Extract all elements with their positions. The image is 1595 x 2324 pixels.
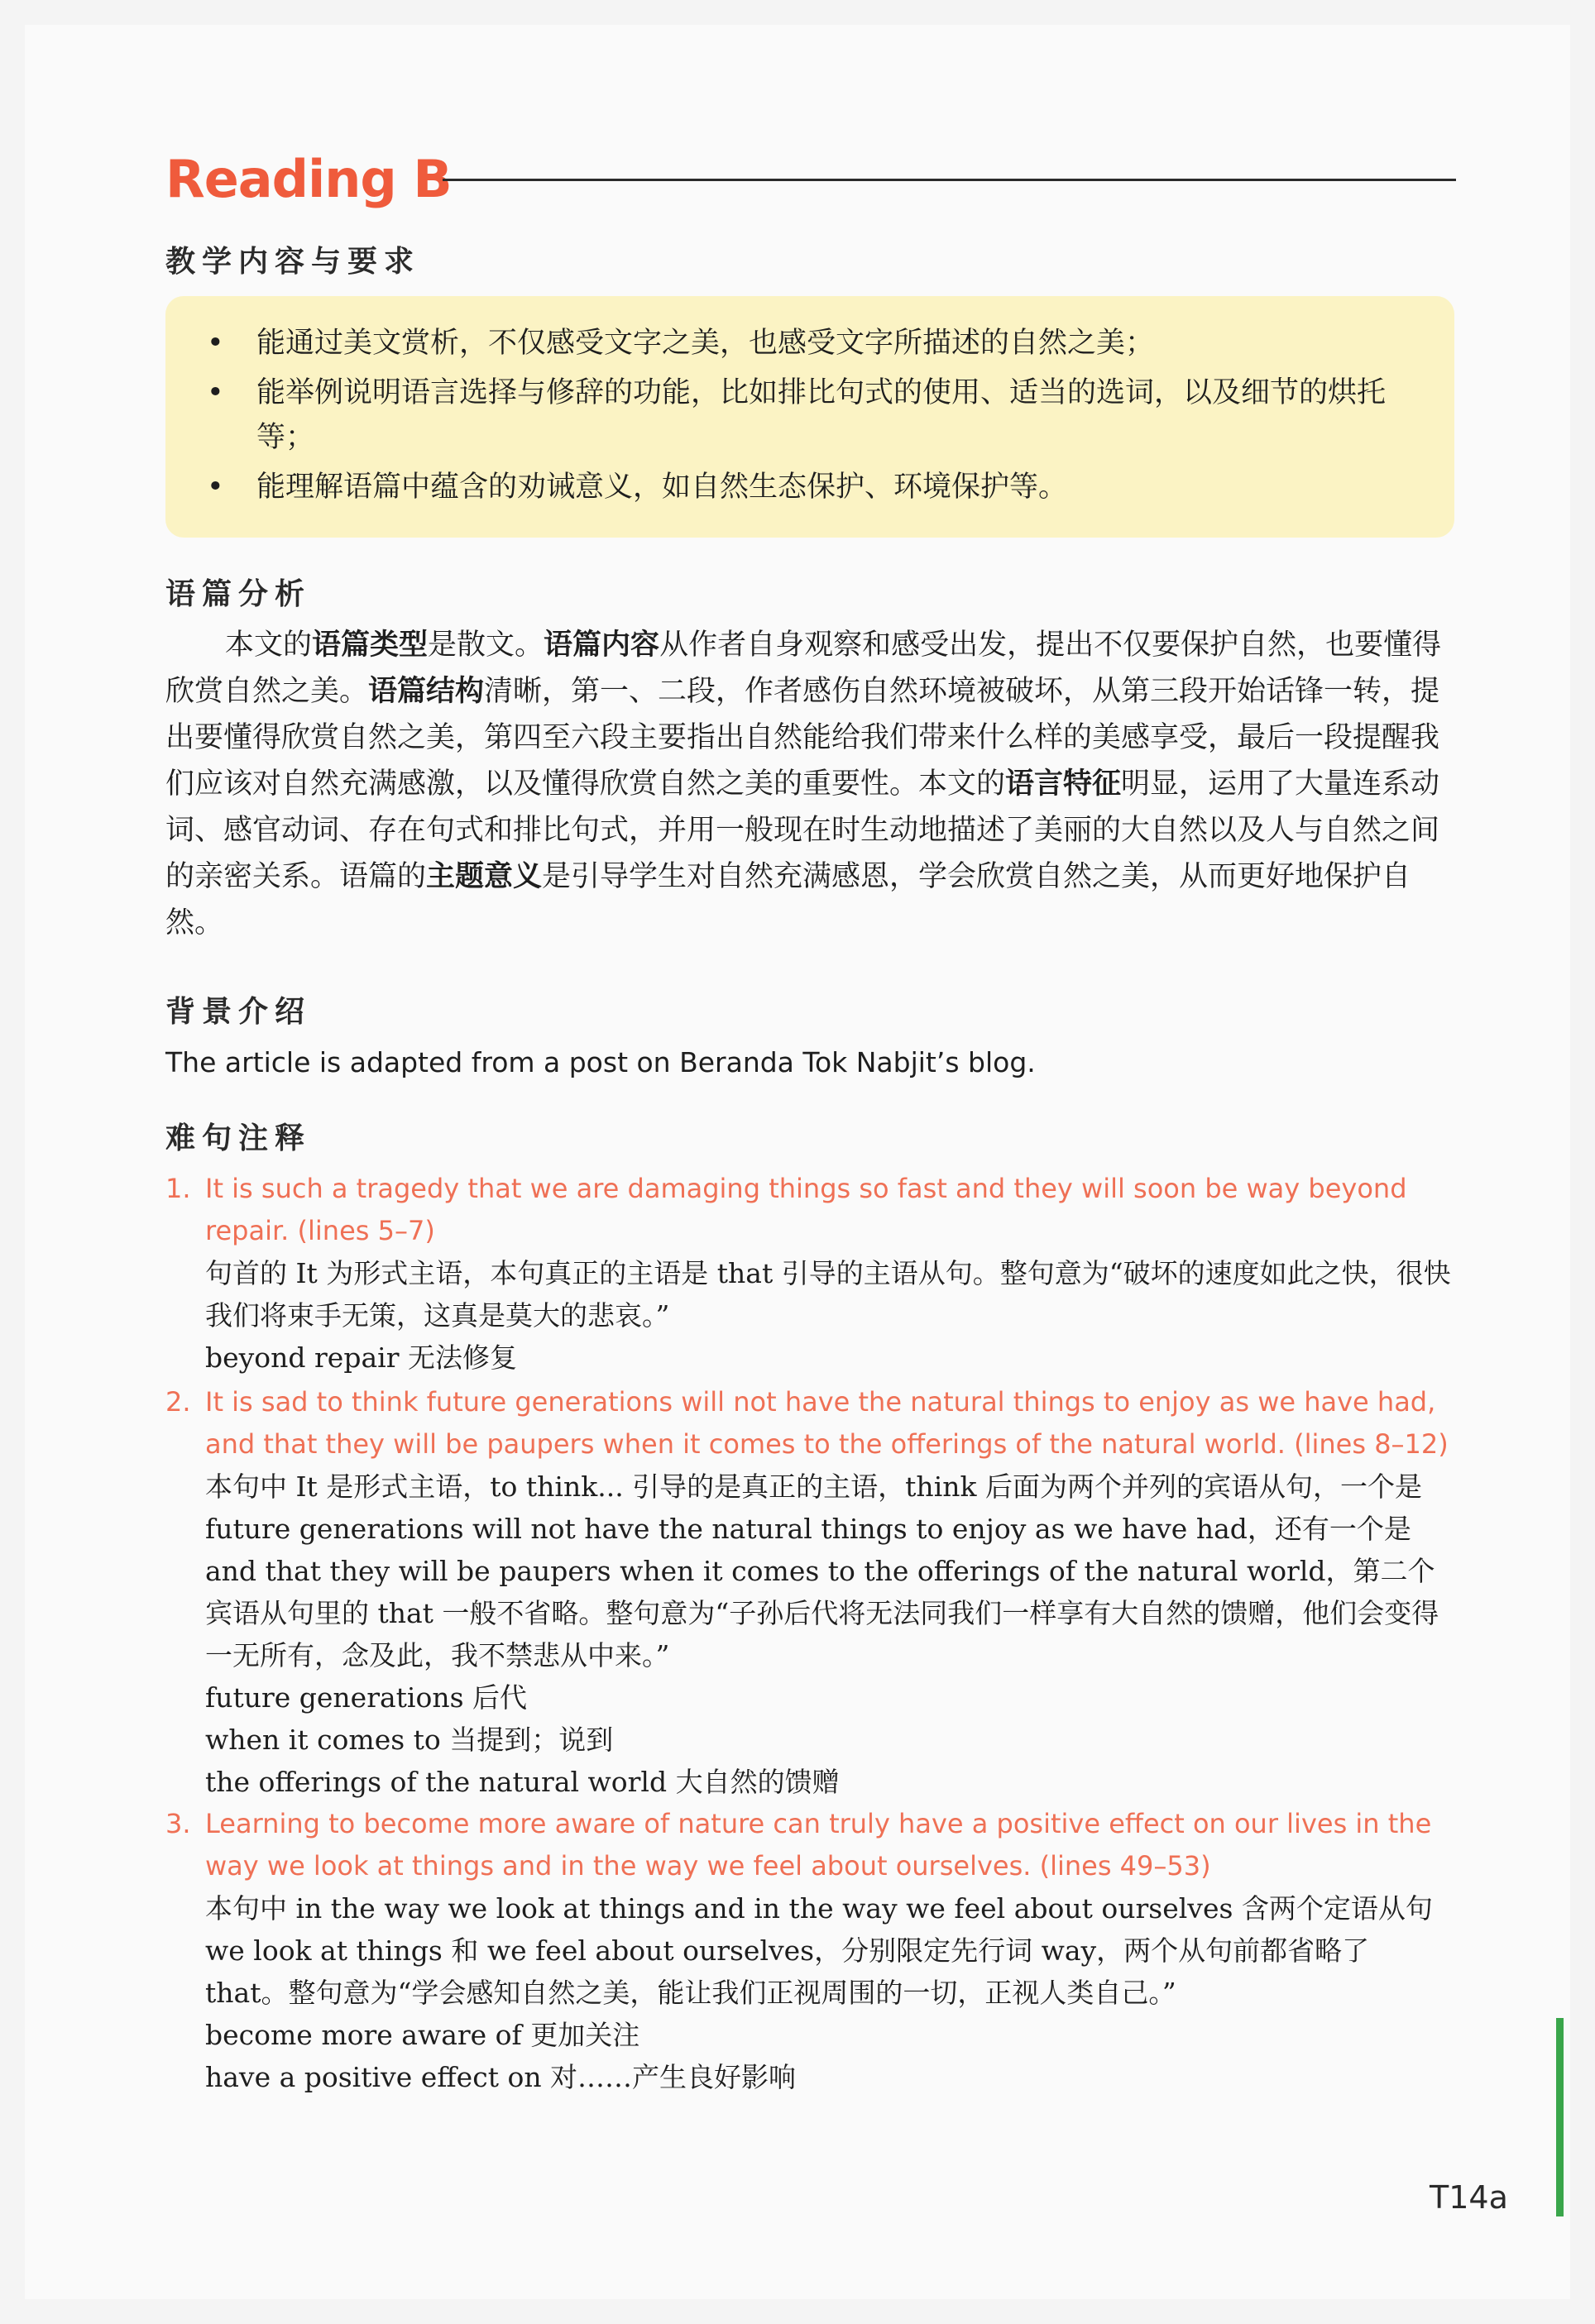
goal-text: 能举例说明语言选择与修辞的功能，比如排比句式的使用、适当的选词，以及细节的烘托等； bbox=[256, 376, 1387, 454]
page-number: T14a bbox=[1430, 2179, 1508, 2216]
goal-text: 能理解语篇中蕴含的劝诫意义，如自然生态保护、环境保护等。 bbox=[256, 471, 1068, 504]
note-item bbox=[165, 1168, 1456, 1379]
bullet-icon: • bbox=[207, 327, 224, 360]
list-item bbox=[190, 321, 1431, 366]
keyword-language: 语言特征 bbox=[1005, 767, 1122, 801]
list-item bbox=[190, 371, 1431, 460]
note-explanation: 本句中 It 是形式主语，to think... 引导的是真正的主语，think 后面为两个并列的宾语从句，一个是 future generations will not have the natural things to enjoy as we have had，还有一个是 and that they will be paupers when it comes to the offerings of the natural world，第二个宾语从句里的 that 一般不省略。整句意为“子孙后代将无法同我们一样享有大自然的馈赠，他们会变得一无所有，念及此，我不禁悲从中来。” bbox=[205, 1470, 1439, 1671]
note-term: the offerings of the natural world 大自然的馈赠 bbox=[205, 1766, 840, 1798]
note-term: future generations 后代 bbox=[205, 1681, 528, 1714]
analysis-text: 从作者自身观察和感受出发，提出不仅要保护自然，也要懂得欣赏自然之美。 bbox=[165, 629, 1442, 708]
teaching-goals-heading: 教学内容与要求 bbox=[165, 245, 421, 279]
note-sentence: It is sad to think future generations will not have the natural things to enjoy as we have had, and that they will be paupers when it comes to the offerings of the natural world. (lines 8–12) bbox=[205, 1386, 1449, 1460]
note-term: when it comes to 当提到；说到 bbox=[205, 1724, 614, 1756]
note-term: become more aware of 更加关注 bbox=[205, 2019, 640, 2051]
text-analysis-heading: 语篇分析 bbox=[165, 577, 312, 611]
note-number: 3. bbox=[165, 1808, 191, 1839]
list-item bbox=[190, 465, 1431, 509]
note-term: have a positive effect on 对……产生良好影响 bbox=[205, 2061, 797, 2093]
note-number: 1. bbox=[165, 1173, 191, 1204]
keyword-genre: 语篇类型 bbox=[312, 628, 429, 662]
analysis-text: 本文的 bbox=[225, 629, 313, 662]
page-edge-marker bbox=[1556, 2018, 1564, 2216]
difficult-sentences-heading: 难句注释 bbox=[165, 1121, 312, 1155]
note-explanation: 句首的 It 为形式主语，本句真正的主语是 that 引导的主语从句。整句意为“破坏的速度如此之快，很快我们将束手无策，这真是莫大的悲哀。” bbox=[205, 1257, 1451, 1332]
page-title: Reading B bbox=[165, 149, 452, 209]
analysis-text: 明显，运用了大量连系动词、感官动词、存在句式和排比句式，并用一般现在时生动地描述了美丽的大自然以及人与自然之间的亲密关系。语篇的 bbox=[165, 767, 1440, 893]
keyword-content: 语篇内容 bbox=[544, 628, 660, 662]
title-rule bbox=[443, 179, 1456, 181]
note-sentence: Learning to become more aware of nature can truly have a positive effect on our lives in the way we look at things and in the way we feel about ourselves. (lines 49–53) bbox=[205, 1808, 1432, 1882]
note-term: beyond repair 无法修复 bbox=[205, 1341, 517, 1374]
note-explanation: 本句中 in the way we look at things and in the way we feel about ourselves 含两个定语从句 we look at things 和 we feel about ourselves，分别限定先行词 way，两个从句前都省略了 that。整句意为“学会感知自然之美，能让我们正视周围的一切，正视人类自己。” bbox=[205, 1892, 1433, 2009]
background-heading: 背景介绍 bbox=[165, 995, 312, 1029]
goal-text: 能通过美文赏析，不仅感受文字之美，也感受文字所描述的自然之美； bbox=[256, 327, 1155, 360]
analysis-text: 是散文。 bbox=[428, 629, 544, 662]
note-sentence: It is such a tragedy that we are damaging things so fast and they will soon be way beyond repair. (lines 5–7) bbox=[205, 1173, 1407, 1246]
note-number: 2. bbox=[165, 1386, 191, 1418]
title-row bbox=[165, 149, 1456, 215]
analysis-text: 清晰，第一、二段，作者感伤自然环境被破坏，从第三段开始话锋一转，提出要懂得欣赏自然之美，第四至六段主要指出自然能给我们带来什么样的美感享受，最后一段提醒我们应该对自然充满感激，以及懂得欣赏自然之美的重要性。本文的 bbox=[165, 675, 1440, 801]
note-item bbox=[165, 1381, 1456, 1803]
background-text: The article is adapted from a post on Beranda Tok Nabjit’s blog. bbox=[165, 1046, 1036, 1078]
bullet-icon: • bbox=[207, 471, 224, 504]
text-analysis-paragraph bbox=[165, 622, 1456, 946]
teaching-goals-box bbox=[165, 296, 1454, 538]
keyword-theme: 主题意义 bbox=[426, 859, 543, 893]
keyword-structure: 语篇结构 bbox=[368, 674, 485, 708]
bullet-icon: • bbox=[207, 376, 224, 409]
analysis-text: 是引导学生对自然充满感恩，学会欣赏自然之美，从而更好地保护自然。 bbox=[165, 860, 1411, 940]
teaching-goals-list bbox=[190, 321, 1431, 514]
note-item bbox=[165, 1803, 1456, 2098]
